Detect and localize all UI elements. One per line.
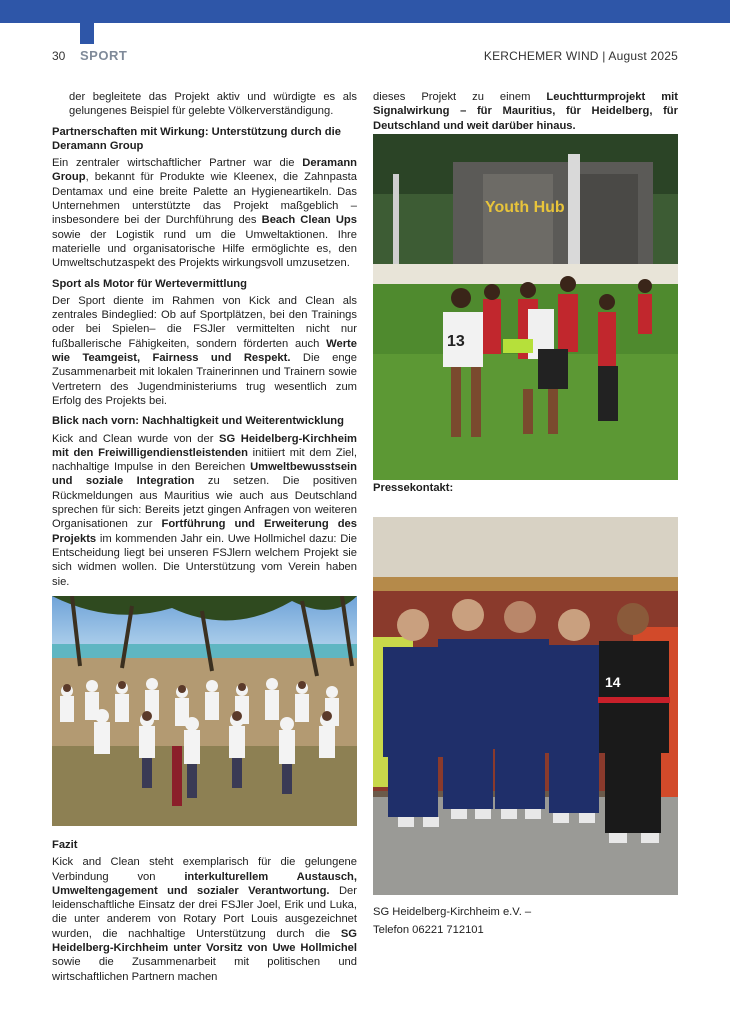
magazine-masthead: KERCHEMER WIND | August 2025: [483, 49, 678, 63]
left-column-bottom: [52, 838, 357, 990]
contact-phone: Telefon 06221 712101: [373, 924, 484, 936]
jersey-number-13: 13: [447, 333, 465, 350]
right-column-top: [373, 90, 678, 139]
paragraph-fazit: Kick and Clean steht exemplarisch für die gelungene Verbindung von interkulturellem Austausch, Umweltengagement und sozialer Verantwortung. Der leidenschaftliche Einsatz der drei FSJler Joel, Erik und Luka, die unter anderem von Rotary Port Louis ausgezeichnet wurden, die nachhaltige Unterstützung durch die SG Heidelberg-Kirchheim unter Vorsitz von Uwe Hollmichel sowie die Zusammenarbeit mit politischen und wirtschaftlichen Partnern machen: [52, 856, 357, 983]
left-column-top: [52, 90, 357, 595]
page-number: 30: [52, 49, 66, 63]
beach-group-image: [52, 596, 357, 826]
heading-sport: Sport als Motor für Wertevermittlung: [52, 277, 247, 290]
paragraph-outlook: Kick and Clean wurde von der SG Heidelberg-Kirchheim mit den Freiwilligendienstleistenden initiiert mit dem Ziel, nachhaltige Impulse in den Bereichen Umweltbewusstsein und soziale Integration zu setzen. Die positiven Rückmeldungen aus Mauritius wie auch aus Deutschland sprechen für sich: Bereits jetzt gingen Anfragen von weiteren Organisationen zur Fortführung und Erweiterung des Projekts im kommenden Jahr ein. Uwe Hollmichel dazu: Die Entscheidung liegt bei unseren FSJlern welchem Projekt sie sich widmen wollen. Die Unterstützung vom Verein haben sie.: [52, 432, 357, 588]
photo-beach-group: [52, 596, 357, 826]
jersey-number-14: 14: [605, 674, 621, 690]
heading-partnerships: Partnerschaften mit Wirkung: Unterstützung durch die Deramann Group: [52, 125, 341, 152]
intro-paragraph: der begleitete das Projekt aktiv und würdigte es als gelungenes Beispiel für gelebte Völkerverständigung.: [69, 91, 357, 118]
photo-team-market: [373, 517, 678, 895]
press-contact-label: Pressekontakt:: [373, 482, 454, 494]
paragraph-conclusion: dieses Projekt zu einem Leuchtturmprojekt mit Signalwirkung – für Mauritius, für Heidelberg, für Deutschland und weit darüber hinaus.: [373, 91, 678, 132]
paragraph-sport: Der Sport diente im Rahmen von Kick and Clean als zentrales Bindeglied: Ob auf Sportplätzen, bei den Trainings oder bei Spielen– die FSJler vermittelten nicht nur fußballerische Fähigkeiten, sondern förderten auch Werte wie Teamgeist, Fairness und Respekt. Die enge Zusammenarbeit mit lokalen Trainerinnen und Trainern sowie Vertretern des Jugendministeriums trug wesentlich zum Erfolg des Projekts bei.: [52, 294, 357, 407]
contact-organization: SG Heidelberg-Kirchheim e.V. –: [373, 906, 532, 918]
heading-outlook: Blick nach vorn: Nachhaltigkeit und Weiterentwicklung: [52, 415, 344, 428]
team-image: [373, 517, 678, 895]
photo-football-match: [373, 134, 678, 480]
youth-hub-sign: Youth Hub: [485, 199, 565, 216]
top-color-bar: [0, 0, 730, 23]
paragraph-partnerships: Ein zentraler wirtschaftlicher Partner war die Deramann Group, bekannt für Produkte wie Kleenex, die Zahnpasta Dentamax und eine breite Palette an Hygieneartikeln. Das Unternehmen unterstützte das Projekt maßgeblich – insbesondere bei der Durchführung des Beach Clean Ups sowie der Logistik rund um die Umweltaktionen. Ihre materielle und organisatorische Hilfe ermöglichte es, den Umweltschutzaspekt des Projekts wirkungsvoll umzusetzen.: [52, 157, 357, 270]
section-title: SPORT: [80, 48, 128, 63]
section-marker: [80, 23, 94, 44]
football-image: [373, 134, 678, 480]
heading-fazit: Fazit: [52, 839, 78, 851]
